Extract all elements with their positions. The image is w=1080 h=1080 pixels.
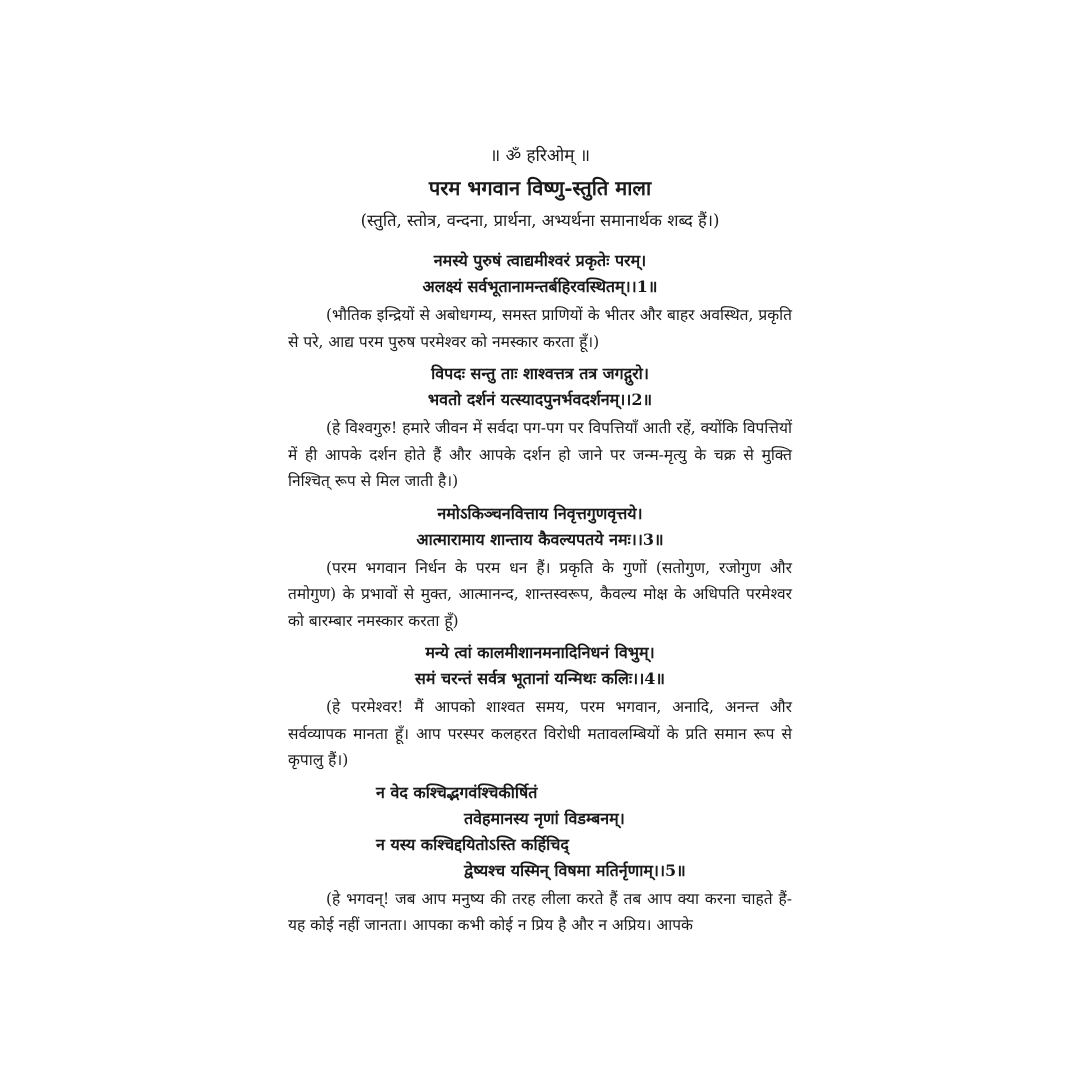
verse-line: द्वेष्यश्च यस्मिन् विषमा मतिर्नृणाम्।।5॥: [464, 860, 686, 880]
verse-line: विपदः सन्तु ताः शाश्वत्तत्र तत्र जगद्गुरो।: [431, 364, 649, 383]
verse-line: भवतो दर्शनं यत्स्यादपुनर्भवदर्शनम्।।2॥: [427, 390, 653, 409]
verse-line: न यस्य कश्चिद्दयितोऽस्ति कर्हिचिद्: [376, 834, 569, 854]
page-title: परम भगवान विष्णु-स्तुति माला: [428, 176, 652, 200]
verse-line: नमोऽकिञ्चनवित्ताय निवृत्तगुणवृत्तये।: [437, 503, 643, 523]
verse-line: समं चरन्तं सर्वत्र भूतानां यन्मिथः कलिः।।4॥: [415, 669, 665, 688]
verse-2: [288, 361, 792, 413]
page-subtitle: (स्तुति, स्तोत्र, वन्दना, प्रार्थना, अभ्यर्थना समानार्थक शब्द हैं।): [360, 211, 720, 230]
verse-line: न वेद कश्चिद्भगवंश्चिकीर्षितं: [376, 782, 538, 802]
verse-line: आत्मारामाय शान्ताय कैवल्यपतये नमः।।3॥: [416, 529, 664, 549]
translation-3: (परम भगवान निर्धन के परम धन हैं। प्रकृति के गुणों (सतोगुण, रजोगुण और तमोगुण) के प्रभावों से मुक्त, आत्मानन्द, शान्तस्वरूप, कैवल्य मोक्ष के अधिपति परमेश्वर को बारम्बार नमस्कार करता हूँ): [288, 558, 792, 630]
translation-5: (हे भगवन्! जब आप मनुष्य की तरह लीला करते हैं तब आप क्या करना चाहते हैं- यह कोई नहीं जानता। आपका कभी कोई न प्रिय है और न अप्रिय। आपके: [288, 889, 792, 934]
verse-line: नमस्ये पुरुषं त्वाद्यमीश्वरं प्रकृतेः परम्।: [433, 251, 647, 270]
verse-1: [288, 248, 792, 300]
verse-line: मन्ये त्वां कालमीशानमनादिनिधनं विभुम्।: [425, 643, 655, 662]
translation-2: (हे विश्वगुरु! हमारे जीवन में सर्वदा पग-पग पर विपत्तियाँ आती रहें, क्योंकि विपत्तियों में ही आपके दर्शन होते हैं और आपके दर्शन हो जाने पर जन्म-मृत्यु के चक्र से मुक्ति निश्चित् रूप से मिल जाती है।): [288, 419, 792, 490]
translation-1: (भौतिक इन्द्रियों से अबोधगम्य, समस्त प्राणियों के भीतर और बाहर अवस्थित, प्रकृति से परे, आद्य परम पुरुष परमेश्वर को नमस्कार करता हूँ।): [288, 306, 792, 351]
verse-3: [288, 501, 792, 553]
verse-line: अलक्ष्यं सर्वभूतानामन्तर्बहिरवस्थितम्।।1॥: [422, 277, 658, 296]
verse-line: तवेहमानस्य नृणां विडम्बनम्।: [464, 808, 625, 828]
document-page: [288, 140, 792, 945]
verse-4: [288, 640, 792, 692]
translation-4: (हे परमेश्वर! मैं आपको शाश्वत समय, परम भगवान, अनादि, अनन्त और सर्वव्यापक मानता हूँ। आप परस्पर कलहरत विरोधी मतावलम्बियों के प्रति समान रूप से कृपालु हैं।): [288, 698, 792, 769]
invocation: ॥ ॐ हरिओम् ॥: [489, 146, 591, 166]
verse-5: [288, 780, 792, 884]
